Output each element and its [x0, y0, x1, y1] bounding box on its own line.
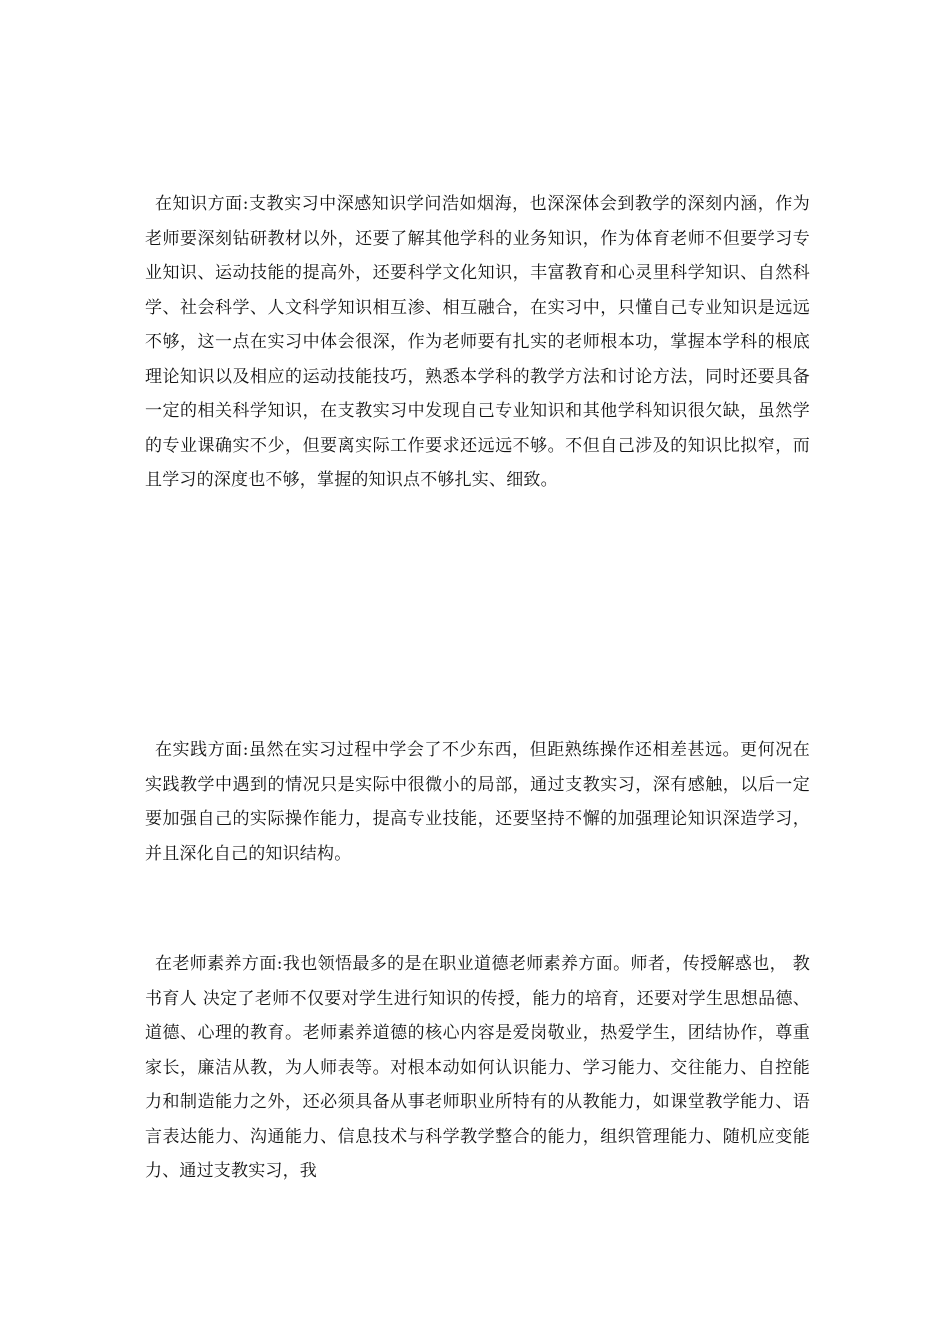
- paragraph-practice: 在实践方面:虽然在实习过程中学会了不少东西，但距熟练操作还相差甚远。更何况在实践教学中遇到的情况只是实际中很微小的局部，通过支教实习，深有感触，以后一定要加强自己的实际操作能力，提高专业技能，还要坚持不懈的加强理论知识深造学习，并且深化自己的知识结构。: [145, 740, 810, 864]
- paragraph-teacher-quality: 在老师素养方面:我也领悟最多的是在职业道德老师素养方面。师者，传授解惑也， 教书育人 决定了老师不仅要对学生进行知识的传授，能力的培育，还要对学生思想品德、道德、心理的教育。老师素养道德的核心内容是爱岗敬业，热爱学生，团结协作，尊重家长，廉洁从教，为人师表等。对根本动如何认识能力、学习能力、交往能力、自控能力和制造能力之外，还必须具备从事老师职业所特有的从教能力，如课堂教学能力、语言表达能力、沟通能力、信息技术与科学教学整合的能力，组织管理能力、随机应变能力、通过支教实习，我: [145, 954, 810, 1181]
- paragraph-knowledge: 在知识方面:支教实习中深感知识学问浩如烟海，也深深体会到教学的深刻内涵，作为老师要深刻钻研教材以外，还要了解其他学科的业务知识，作为体育老师不但要学习专业知识、运动技能的提高外，还要科学文化知识，丰富教育和心灵里科学知识、自然科学、社会科学、人文科学知识相互渗、相互融合，在实习中，只懂自己专业知识是远远不够，这一点在实习中体会很深，作为老师要有扎实的老师根本功，掌握本学科的根底理论知识以及相应的运动技能技巧，熟悉本学科的教学方法和讨论方法，同时还要具备一定的相关科学知识，在支教实习中发现自己专业知识和其他学科知识很欠缺，虽然学的专业课确实不少，但要离实际工作要求还远远不够。不但自己涉及的知识比拟窄，而且学习的深度也不够，掌握的知识点不够扎实、细致。: [145, 194, 810, 490]
